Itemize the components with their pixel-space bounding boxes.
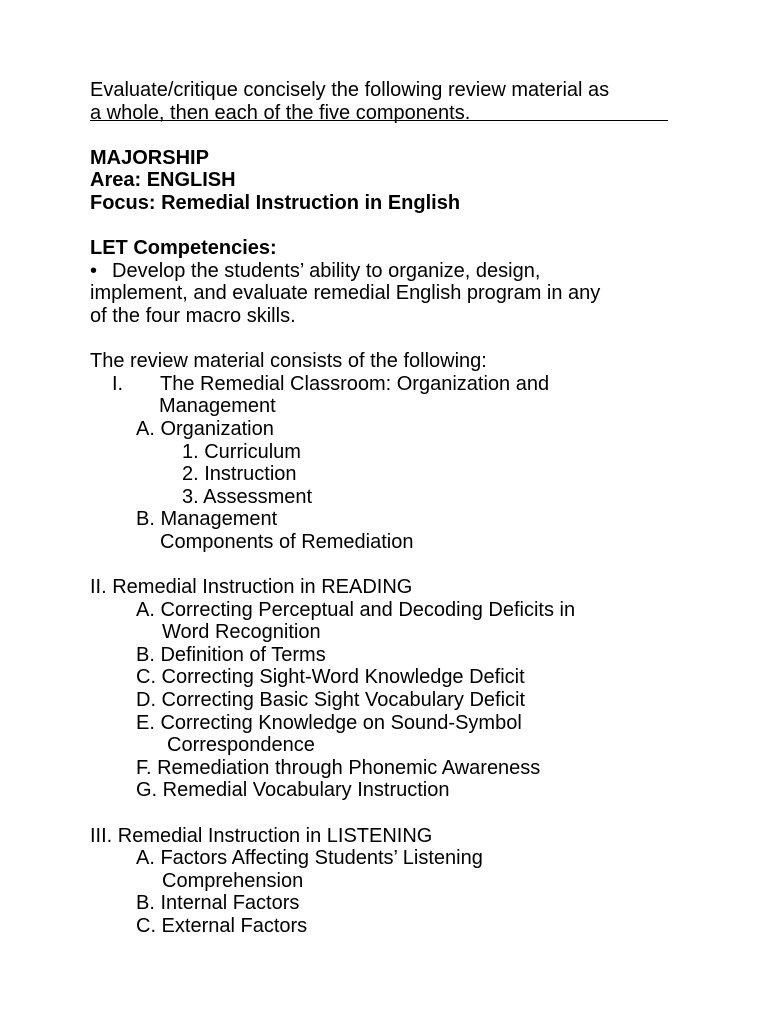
section-2-item-g: G. Remedial Vocabulary Instruction bbox=[136, 779, 450, 802]
section-1-title-text: The Remedial Classroom: Organization and bbox=[160, 372, 550, 395]
section-3-item-b: B. Internal Factors bbox=[136, 892, 300, 915]
section-3-item-c: C. External Factors bbox=[136, 914, 308, 937]
section-1-title bbox=[0, 373, 768, 396]
section-1-item-a3: 3. Assessment bbox=[182, 485, 313, 508]
section-2-item-e: E. Correcting Knowledge on Sound-Symbol bbox=[136, 711, 522, 734]
bullet-icon: • bbox=[90, 259, 98, 282]
section-2-item-b: B. Definition of Terms bbox=[136, 643, 326, 666]
section-1-title-cont: Management bbox=[159, 395, 276, 418]
area-heading: Area: ENGLISH bbox=[90, 169, 236, 192]
majorship-heading: MAJORSHIP bbox=[90, 146, 209, 169]
section-1-item-a: A. Organization bbox=[136, 417, 274, 440]
competency-bullet-line-1 bbox=[0, 260, 768, 283]
section-2-item-a: A. Correcting Perceptual and Decoding Deficits in bbox=[136, 598, 576, 621]
section-2-item-f: F. Remediation through Phonemic Awareness bbox=[136, 756, 541, 779]
section-1-item-b-sub: Components of Remediation bbox=[160, 530, 414, 553]
focus-heading: Focus: Remedial Instruction in English bbox=[90, 191, 461, 214]
section-3-item-a: A. Factors Affecting Students’ Listening bbox=[136, 847, 483, 870]
section-3-title: III. Remedial Instruction in LISTENING bbox=[90, 824, 433, 847]
section-2-item-a-cont: Word Recognition bbox=[162, 621, 321, 644]
competency-line-2: implement, and evaluate remedial English program in any bbox=[90, 282, 601, 305]
intro-text: The review material consists of the following: bbox=[90, 350, 487, 373]
section-1-item-a2: 2. Instruction bbox=[182, 463, 297, 486]
separator-line bbox=[0, 124, 768, 147]
section-2-title: II. Remedial Instruction in READING bbox=[90, 576, 413, 599]
section-1-item-a1: 1. Curriculum bbox=[182, 440, 301, 463]
section-2-item-c: C. Correcting Sight-Word Knowledge Deficit bbox=[136, 666, 525, 689]
section-2-item-d: D. Correcting Basic Sight Vocabulary Deficit bbox=[136, 689, 526, 712]
instruction-line-2: a whole, then each of the five components. bbox=[90, 101, 471, 124]
competencies-title: LET Competencies: bbox=[90, 237, 277, 260]
competency-text-1: Develop the students’ ability to organize, design, bbox=[112, 259, 541, 282]
instruction-line-1: Evaluate/critique concisely the following review material as bbox=[90, 79, 610, 101]
section-2-item-e-cont: Correspondence bbox=[167, 734, 315, 757]
section-1-item-b: B. Management bbox=[136, 508, 278, 531]
competency-line-3: of the four macro skills. bbox=[90, 304, 296, 327]
section-3-item-a-cont: Comprehension bbox=[162, 869, 304, 892]
section-1-number: I. bbox=[112, 372, 124, 395]
